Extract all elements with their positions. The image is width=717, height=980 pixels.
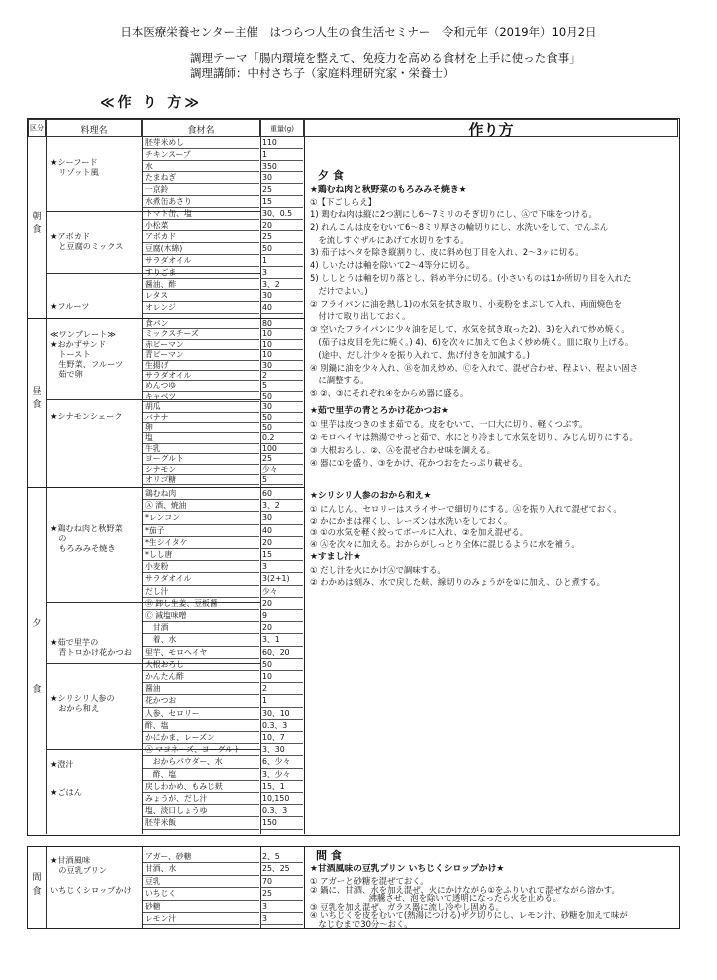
ingredient-amount: 25 [260,231,303,243]
ingredient-name: *茄子 [143,525,259,537]
ingredient-amount: 30、0.5 [260,208,303,220]
ingredient-amount: 0.3、3 [260,720,303,732]
method-recipe3-title: ★シリシリ人参のおから和え★ [310,491,432,501]
ingredient-amount: 350 [260,161,303,173]
method-step: 3) 茄子はヘタを除き縦割りし、皮に斜め包丁目を入れ、2～3ヶに切る。 [310,247,584,258]
ingredient-name: *しし唐 [143,549,259,561]
ingredient-amount: 2、5 [260,851,303,863]
method-step: に調整する。 [310,375,369,386]
ingredient-amount: 40 [260,525,303,537]
method-snack-title: 間 食 [316,849,342,862]
snack-table [27,846,680,929]
ingredient-amount: 9 [260,610,303,622]
theme-title: 調理テーマ「腸内環境を整えて、免疫力を高める食材を上手に使った食事」 [190,51,581,65]
header-kubun: 区分 [30,124,44,132]
ingredient-name: *生シイタケ [143,537,259,549]
ingredient-name: いちじく [143,888,259,900]
ingredient-name: 青ピーマン [143,350,259,360]
ingredient-name: トマト缶、塩 [143,208,259,220]
ingredient-name: 胚芽米めし [143,137,259,149]
ingredient-amount: 1 [260,695,303,707]
ingredient-name: 赤ピーマン [143,340,259,350]
ingredient-amount: 10、7 [260,732,303,744]
ingredient-amount: 20 [260,220,303,232]
ingredients-snack [143,851,303,927]
ingredient-name: レモン汁 [143,913,259,925]
ingredient-name: 水煮缶あさり [143,196,259,208]
ingredient-amount: 3(2+1) [260,573,303,585]
ingredient-amount: 30 [260,361,303,371]
ingredient-name: 着、水 [143,634,259,646]
ingredient-amount: 1 [260,255,303,267]
ingredient-name: サラダオイル [143,371,259,381]
method-step: ④ 器に①を盛り、③をかけ、花かつおをたっぷり載せる。 [310,458,528,468]
method-step: ② 鍋に、甘酒、水を加え混ぜ、火にかけながら①をふりいれて混ぜながら溶かす。 [310,884,620,895]
ingredient-name: 花かつお [143,695,259,707]
ingredient-name: Ⓒ 減塩味噌 [143,610,259,622]
method-step: なじむまで30分～おく。 [310,919,413,929]
ingredient-name: 一京鈴 [143,184,259,196]
ingredient-name: 胚芽米飯 [143,817,259,829]
ingredient-amount: 50 [260,413,303,423]
ingredient-amount: 少々 [260,586,303,598]
ingredient-name: 塩、淡口しょうゆ [143,805,259,817]
method-step: 2) れんこんは皮をむいて6～8ミリ厚さの輪切りにし、水洗いをして、でんぷん [310,221,609,232]
header-dish: 料理名 [80,126,108,136]
ingredient-name: アガー、砂糖 [143,851,259,863]
ingredient-amount: 30、10 [260,708,303,720]
method-prep-title: ①【下ごしらえ】 [310,197,377,207]
header-line: 日本医療栄養センター主催 はつらつ人生の食生活セミナー 令和元年（2019年）10月2日 [120,25,597,39]
ingredient-name: かにかま、レーズン [143,732,259,744]
ingredient-amount: 0.3、3 [260,805,303,817]
ingredient-name: 鶏むね肉 [143,488,259,500]
ingredient-amount: 6、少々 [260,756,303,768]
ingredient-amount: 3 [260,267,303,279]
ingredient-amount: 25、25 [260,863,303,875]
ingredient-name: ミックスチーズ [143,329,259,339]
ingredient-name: オリゴ糖 [143,475,259,485]
ingredient-name: レタス [143,290,259,302]
ingredient-name: みょうが、だし汁 [143,793,259,805]
ingredient-name: Ⓑ 卸し生姜、豆板醤 [143,598,259,610]
ingredient-amount: 20 [260,598,303,610]
method-step: ② モロヘイヤは熱湯でサっと茹で、水にとり冷まして水気を切り、みじん切りにする。 [310,432,638,442]
meal-snack: 間 食 [32,873,42,897]
ingredient-name: 卵 [143,423,259,433]
ingredient-name: 小松菜 [143,220,259,232]
ingredient-amount: 100 [260,444,303,454]
method-step: ④ 別鍋に油を少々入れ、Ⓑを加え炒め、Ⓒを入れて、混ぜ合わせ、程よい、程よい固さ [310,362,639,373]
method-step: を流しすぐザルにあげて水切りをする。 [310,234,469,245]
ingredient-name: かんたん酢 [143,671,259,683]
method-step: ③ 豆乳を加え混ぜ、ガラス器に流し冷やし固める。 [310,901,504,912]
method-step: ① 里芋は皮つきのまま茹でる。皮をむいて、一口大に切り、軽くつぶす。 [310,419,588,429]
ingredient-amount: 3 [260,901,303,913]
dish-seafood-risotto: ★シーフード リゾット風 [50,157,99,177]
dish-satoimo: ★茹で里芋の 青トロかけ花かつお [50,637,132,657]
method-step: ① にんじん、セロリーはスライサーで細切りにする。Ⓐを振り入れて混ぜておく。 [310,504,622,514]
ingredient-amount: 25 [260,184,303,196]
ingredient-name: たまねぎ [143,172,259,184]
ingredient-name: キャベツ [143,392,259,402]
ingredient-amount: 70 [260,876,303,888]
method-step: ④ いちじくを皮をむいて(熱湯につける)ザク切りにし、レモン汁、砂糖を加えて味が [310,910,628,921]
ingredient-amount: 30 [260,512,303,524]
method-recipe4-title: ★すまし汁★ [310,552,361,562]
ingredient-amount: 30 [260,402,303,412]
ingredient-amount: 25 [260,454,303,464]
section-title: ≪作 り 方≫ [100,95,203,111]
header-ingredient: 食材名 [187,126,215,136]
ingredient-amount: 3 [260,913,303,925]
ingredient-name: サラダオイル [143,255,259,267]
ingredient-amount: 25 [260,888,303,900]
ingredient-amount: 150 [260,817,303,829]
ingredient-name: 里芋、モロヘイヤ [143,647,259,659]
meal-breakfast: 朝 食 [32,212,42,235]
dish-avocado: ★アボカド と豆腐のミックス [50,231,124,251]
ingredient-amount: 80 [260,319,303,329]
method-step: ① アガーと砂糖を混ぜておく。 [310,876,429,886]
ingredient-amount: 3 [260,561,303,573]
ingredient-name: 塩 [143,433,259,443]
method-step: ③ 空いたフライパンに少々油を足して、水気を拭き取った2)、3)を入れて炒め焼く。 [310,324,630,335]
ingredient-name: 酢、塩 [143,769,259,781]
meal-lunch: 昼 食 [32,387,42,410]
method-step: ① だし汁を火にかけⒶで調味する。 [310,565,446,575]
method-step: 4) しいたけは軸を除いて2～4等分に切る。 [310,260,475,271]
ingredient-name: 生揚げ [143,361,259,371]
ingredient-amount: 5 [260,475,303,485]
ingredient-name: サラダオイル [143,573,259,585]
ingredient-amount: 15 [260,196,303,208]
dish-shishiri: ★シリシリ人参の おから和え [50,693,115,713]
ingredient-name: シナモン [143,465,259,475]
dish-one-plate: ≪ワンプレート≫ ★おかずサンド トースト 生野菜、フルーツ 茹で卵 [50,329,124,379]
method-recipe2-title: ★茹で里芋の青とろかけ花かつお★ [310,406,449,416]
ingredient-name: バナナ [143,413,259,423]
ingredient-name: だし汁 [143,586,259,598]
dish-soup: ★澄汁 [50,759,74,769]
dish-cinnamon: ★シナモンシェーク [50,411,123,421]
ingredient-name: アボカド [143,231,259,243]
ingredient-amount: 3、2 [260,500,303,512]
dish-rice: ★ごはん [50,787,82,797]
ingredient-name: 砂糖 [143,901,259,913]
ingredient-amount: 3、2 [260,279,303,291]
ingredient-amount: 60 [260,488,303,500]
method-step: 沸騰させ、泡を除いて透明になったら火を止める。 [310,893,561,904]
method-step: (茄子は皮目を先に焼く。) 4)、6)を次々に加えて色よく炒め焼く。皿に取り上げる。 [310,337,634,347]
ingredient-amount: 10 [260,671,303,683]
method-step: だけでよい。) [310,285,368,296]
ingredient-name: *レンコン [143,512,259,524]
ingredient-name: すりごま [143,267,259,279]
ingredient-name: 醤油 [143,683,259,695]
ingredient-amount: 20 [260,622,303,634]
method-step: 5) ししとうは軸を切り落とし、斜め半分に切る。(小さいものは1か所切り目を入れた [310,273,632,283]
ingredient-amount: 5 [260,381,303,391]
ingredient-name: 牛乳 [143,444,259,454]
ingredient-amount: 0.2 [260,433,303,443]
method-recipe1-title: ★鶏むね肉と秋野菜のもろみみそ焼き★ [310,185,467,195]
ingredient-name: 大根おろし [143,659,259,671]
ingredient-amount: 110 [260,137,303,149]
ingredients-breakfast [143,137,303,317]
ingredient-name: 人参、セロリー [143,708,259,720]
ingredient-name: 豆腐(木綿) [143,243,259,255]
method-step: ② フライパンに油を熱し1)の水気を拭き取り、小麦粉をまぶして入れ、両面焼色を [310,298,622,309]
method-step: ③ 大根おろし、②、Ⓐを混ぜ合わせ味を調える。 [310,445,496,455]
ingredient-amount: 3、30 [260,744,303,756]
method-step: (途中、だし汁少々を振り入れて、焦げ付きを加減する。) [310,349,530,360]
method-step: ② かにかまは裸くし、レーズンは水洗いをしておく。 [310,515,513,526]
instructor: 調理講師：中村さち子（家庭料理研究家・栄養士） [190,66,455,80]
ingredient-amount: 50 [260,243,303,255]
ingredient-name: ヨーグルト [143,454,259,464]
ingredients-lunch [143,319,303,487]
method-snack-recipe-title: ★甘酒風味の豆乳プリン いちじくシロップかけ★ [310,864,505,874]
ingredient-amount: 50 [260,423,303,433]
dish-chicken-miso: ★鶏むね肉と秋野菜 の もろみみそ焼き [50,523,123,553]
method-dinner-title: 夕 食 [318,169,344,182]
meal-dinner: 夕 食 [32,619,42,695]
ingredient-amount: 3、1 [260,634,303,646]
ingredient-amount: 30 [260,172,303,184]
ingredient-name: おからパウダー、水 [143,756,259,768]
ingredient-name: オレンジ [143,302,259,314]
method-step: ③ ①の水気を軽く絞ってボールに入れ、②を加え混ぜる。 [310,527,529,537]
ingredient-name: 醤油、酢 [143,279,259,291]
ingredient-amount: 20 [260,537,303,549]
ingredient-amount: 60、20 [260,647,303,659]
ingredient-amount: 2 [260,371,303,381]
ingredient-amount: 10 [260,329,303,339]
ingredient-amount: 3、少々 [260,769,303,781]
method-step: 1) 鶏むね肉は縦に2つ割にし6～7ミリのそぎ切りにし、Ⓐで下味をつける。 [310,209,597,219]
ingredient-amount: 15、1 [260,781,303,793]
method-step: 付けて取り出しておく。 [310,311,411,322]
ingredient-name: 甘酒、水 [143,863,259,875]
ingredient-name: 豆乳 [143,876,259,888]
method-step: ④ Ⓐを次々に加える。おからがしっとり全体に混じるように水を補う。 [310,538,580,549]
ingredient-amount: 10,150 [260,793,303,805]
ingredient-amount: 40 [260,302,303,314]
ingredient-name: 小麦粉 [143,561,259,573]
ingredient-amount: 15 [260,549,303,561]
header-method: 作り方 [468,121,514,139]
ingredient-amount: 1 [260,149,303,161]
ingredient-name: Ⓐ 酒、焼油 [143,500,259,512]
ingredient-name: めんつゆ [143,381,259,391]
ingredient-amount: 10 [260,340,303,350]
ingredient-amount: 少々 [260,465,303,475]
ingredient-amount: 30 [260,290,303,302]
ingredient-name: 胡瓜 [143,402,259,412]
ingredient-name: 食パン [143,319,259,329]
ingredient-amount: 50 [260,392,303,402]
ingredient-amount: 2 [260,683,303,695]
method-step: ⑤ ②、③にそれぞれ④をからめ器に盛る。 [310,388,469,399]
header-amount: 重量(g) [270,125,294,133]
method-step: ② わかめは刻み、水で戻した麸、線切りのみょうがを①に加え、ひと煮する。 [310,577,606,587]
dish-fruits: ★フルーツ [50,301,90,311]
ingredient-amount: 10 [260,350,303,360]
dish-pudding: ★甘酒風味 の豆乳プリン いちじくシロップかけ [50,855,132,895]
ingredient-name: 水 [143,161,259,173]
ingredient-amount: 50 [260,659,303,671]
recipe-table [27,118,680,836]
ingredient-name: 甘酒 [143,622,259,634]
ingredient-name: Ⓐ マヨネーズ、ヨーグルト [143,744,259,756]
ingredient-name: 酢、塩 [143,720,259,732]
ingredients-dinner [143,488,303,834]
ingredient-name: 戻しわかめ、もみじ麸 [143,781,259,793]
ingredient-name: チキンスープ [143,149,259,161]
